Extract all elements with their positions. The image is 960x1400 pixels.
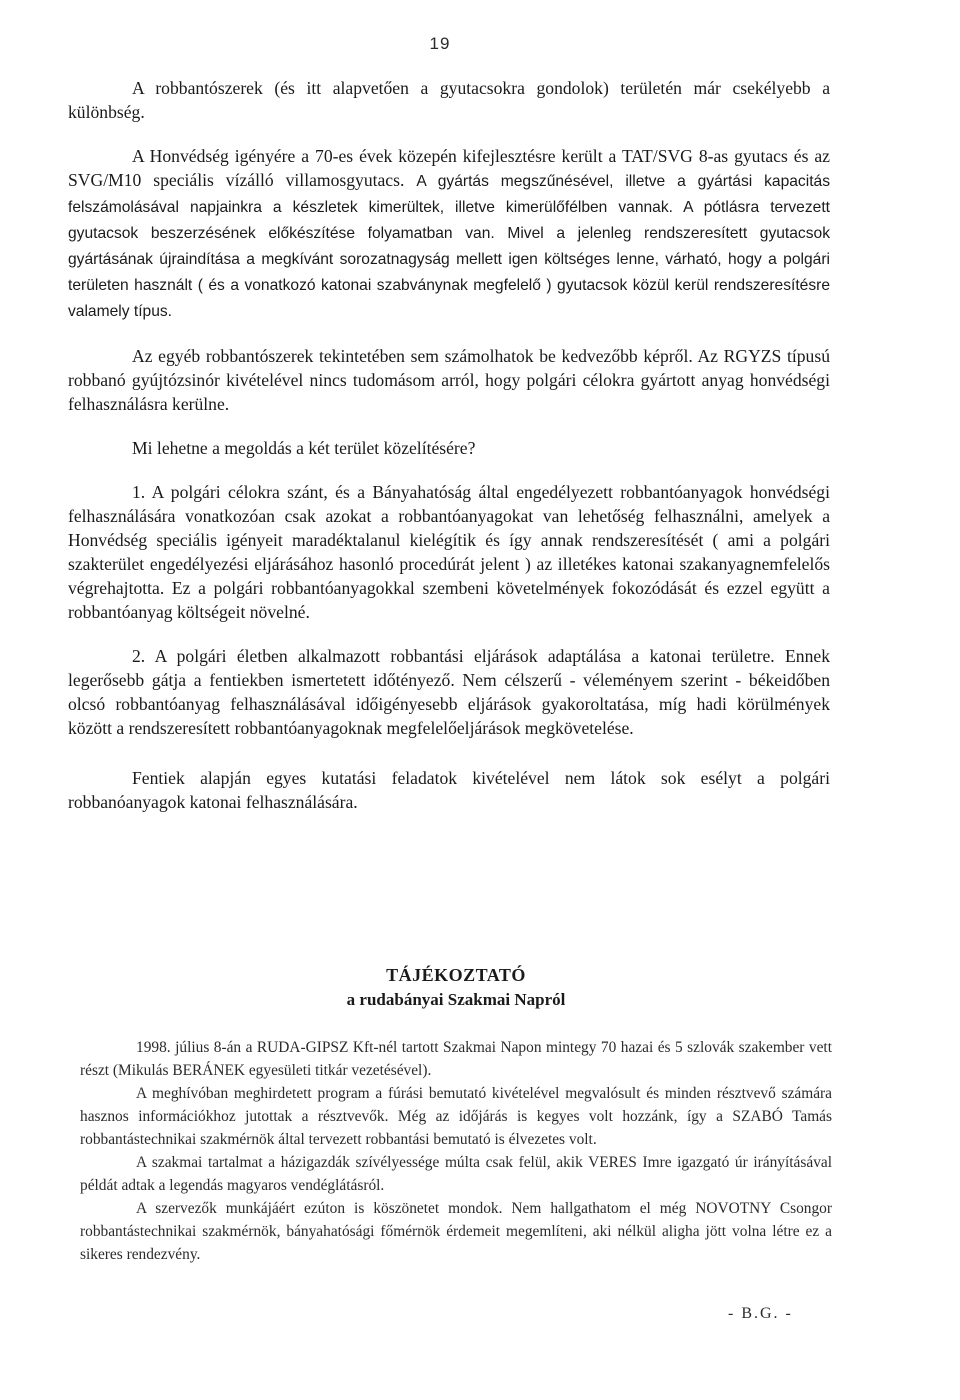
paragraph-intro: A robbantószerek (és itt alapvetően a gyutacsokra gondolok) területén már csekélyebb a különbség. (68, 78, 830, 122)
main-text (68, 76, 830, 814)
article-tajekoztato (80, 962, 832, 1266)
article-paragraph: 1998. július 8-án a RUDA-GIPSZ Kft-nél tartott Szakmai Napon mintegy 70 hazai és 5 szlovák szakember vett részt (Mikulás BERÁNEK egyesületi titkár vezetésével). (80, 1039, 832, 1079)
paragraph-honvedseg-b: A gyártás megszűnésével, illetve a gyártási kapacitás felszámolásával napjainkra a készletek kimerültek, illetve kimerülőfélben vannak. A pótlásra tervezett gyutacsok beszerzésének előkészítése folyamatban van. Mivel a jelenleg rendszeresített gyutacsok gyártásának újraindítása a megkívánt sorozatnagyság mellett igen költséges lenne, várható, hogy a polgári területen használt ( és a vonatkozó katonai szabványnak megfelelő ) gyutacsok közül kerül rendszeresítésre valamely típus. (68, 173, 830, 320)
signature: - B.G. - (728, 1305, 793, 1322)
paragraph-honvedseg (68, 144, 830, 324)
page-number: 19 (429, 34, 451, 53)
article-paragraph: A meghívóban meghirdetett program a fúrási bemutató kivételével megvalósult és minden résztvevő számára hasznos információkhoz jutottak a résztvevők. Még az időjárás is kegyes volt hozzánk, így a SZABÓ Tamás robbantástechnikai szakmérnök által tervezett robbantási bemutató is élvezetes volt. (80, 1085, 832, 1148)
paragraph-honvedseg-a: A Honvédség igényére a 70-es évek közepén kifejlesztésre került a TAT/SVG 8-as gyutacs és az SVG/M10 speciális vízálló villamosgyutacs. (68, 146, 830, 190)
article-title: TÁJÉKOZTATÓ (386, 965, 526, 985)
paragraph-question: Mi lehetne a megoldás a két terület közelítésére? (132, 438, 476, 458)
article-paragraph: A szervezők munkájáért ezúton is köszönetet mondok. Nem hallgathatom el még NOVOTNY Csongor robbantástechnikai szakmérnök, bányahatósági főmérnök érdemeit megemlíteni, aki nélkül aligha jött volna létre ez a sikeres rendezvény. (80, 1200, 832, 1263)
paragraph-conclusion: Fentiek alapján egyes kutatási feladatok kivételével nem látok sok esélyt a polgári robbanóanyagok katonai felhasználására. (68, 768, 830, 812)
paragraph-point-2: 2. A polgári életben alkalmazott robbantási eljárások adaptálása a katonai területre. Ennek legerősebb gátja a fentiekben ismertetett időtényező. Nem célszerű - véleményem szerint - békeidőben olcsó robbantóanyag felhasználásával időigényesebb eljárások gyakoroltatása, míg hadi körülmények között a rendszeresített robbantóanyagoknak megfelelőeljárások megkövetelése. (68, 646, 830, 738)
article-paragraph: A szakmai tartalmat a házigazdák szívélyessége múlta csak felül, akik VERES Imre igazgató úr irányításával példát adtak a legendás magyaros vendéglátásról. (80, 1154, 832, 1194)
paragraph-egyeb: Az egyéb robbantószerek tekintetében sem számolhatok be kedvezőbb képről. Az RGYZS típusú robbanó gyújtózsinór kivételével nincs tudomásom arról, hogy polgári célokra gyártott anyag honvédségi felhasználásra kerülne. (68, 346, 830, 414)
article-body (80, 1036, 832, 1266)
article-subtitle: a rudabányai Szakmai Napról (346, 990, 566, 1009)
paragraph-point-1: 1. A polgári célokra szánt, és a Bányahatóság által engedélyezett robbantóanyagok honvédségi felhasználására vonatkozóan csak azokat a robbantóanyagokat van lehetőség felhasználni, amelyek a Honvédség speciális igényeit maradéktalanul kielégítik és így annak rendszeresítését ( ami a polgári szakterület engedélyezési eljárásához hasonló procedúrát jelent ) az illetékes katonai szakanyagnemfelelős végrehajtotta. Ez a polgári robbantóanyagokkal szembeni követelmények fokozódását és ezzel együtt a robbantóanyag költségeit növelné. (68, 482, 830, 622)
